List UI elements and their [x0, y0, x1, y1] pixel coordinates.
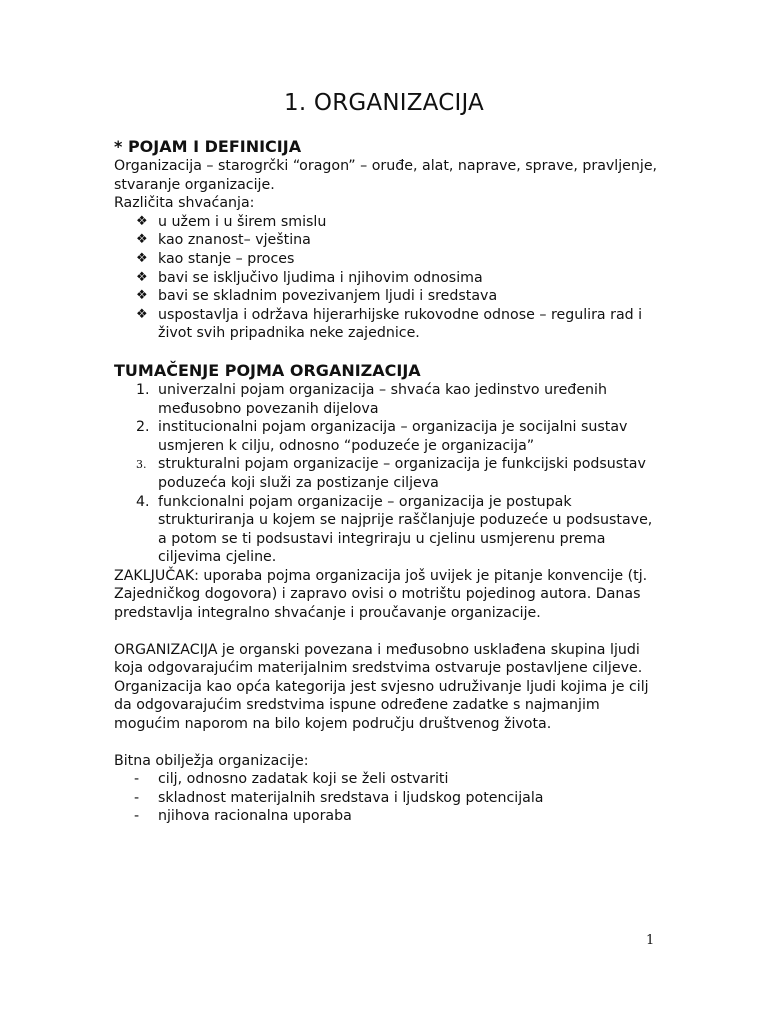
diamond-bullet-icon: ❖	[136, 269, 148, 285]
section-heading-interpretation: TUMAČENJE POJMA ORGANIZACIJA	[114, 360, 421, 380]
list-item: ❖ bavi se skladnim povezivanjem ljudi i sredstava	[136, 288, 498, 305]
diamond-bullet-icon: ❖	[136, 232, 148, 248]
list-item: ❖ u užem i u širem smislu	[136, 213, 327, 230]
list-item: ❖ kao stanje – proces	[136, 250, 295, 267]
conclusion-paragraph: ZAKLJUČAK: uporaba pojma organizacija još uvijek je pitanje konvencije (tj. Zajedničkog dogovora) i zapravo ovisi o motrištu pojedinog autora. Danas predstavlja integralno shvaćanje i proučavanje organizacije.	[114, 567, 648, 622]
features-intro: Bitna obilježja organizacije:	[114, 752, 309, 769]
general-category-paragraph: Organizacija kao opća kategorija jest svjesno udruživanje ljudi kojima je cilj da odgovarajućim sredstvima ispune određene zadatke s najmanjim mogućim naporom na bilo kojem području društvenog života.	[114, 678, 649, 733]
features-list	[114, 770, 659, 826]
section-heading-definition: * POJAM I DEFINICIJA	[114, 137, 302, 156]
understandings-list	[114, 213, 659, 343]
list-item: - skladnost materijalnih sredstava i ljudskog potencijala	[134, 789, 544, 806]
document-body	[114, 137, 659, 826]
diamond-bullet-icon: ❖	[136, 213, 148, 229]
page-number: 1	[646, 933, 655, 948]
diamond-bullet-icon: ❖	[136, 250, 148, 266]
organization-definition-paragraph: ORGANIZACIJA je organski povezana i međusobno usklađena skupina ljudi koja odgovarajućim materijalnim sredstvima ostvaruje postavljene ciljeve.	[114, 641, 643, 677]
diamond-bullet-icon: ❖	[136, 306, 148, 322]
list-item: ❖ uspostavlja i održava hijerarhijske rukovodne odnose – regulira rad i život svih pripadnika neke zajednice.	[136, 306, 643, 342]
list-item: ❖ kao znanost– vještina	[136, 232, 311, 249]
list-item: ❖ bavi se isključivo ljudima i njihovim odnosima	[136, 269, 483, 286]
list-item: - njihova racionalna uporaba	[134, 808, 352, 825]
definition-paragraph: Organizacija – starogrčki “oragon” – oruđe, alat, naprave, sprave, pravljenje, stvaranje organizacije.	[114, 158, 658, 193]
interpretation-list	[114, 381, 659, 567]
list-item: 1. univerzalni pojam organizacija – shvaća kao jedinstvo uređenih međusobno povezanih dijelova	[136, 381, 607, 417]
list-item: 3. strukturalni pojam organizacije – organizacija je funkcijski podsustav poduzeća koji služi za postizanje ciljeva	[136, 456, 646, 491]
list-item: - cilj, odnosno zadatak koji se želi ostvariti	[134, 771, 449, 788]
diamond-bullet-icon: ❖	[136, 288, 148, 304]
list-item: 4. funkcionalni pojam organizacije – organizacija je postupak strukturiranja u kojem se najprije raščlanjuje poduzeće u podsustave, a potom se ti podsustavi integriraju u cjelinu usmjerenu prema ciljevima cjeline.	[136, 493, 653, 566]
document-title: 1. ORGANIZACIJA	[284, 90, 484, 116]
understandings-intro: Različita shvaćanja:	[114, 195, 255, 212]
list-item: 2. institucionalni pojam organizacija – organizacija je socijalni sustav usmjeren k cilju, odnosno “poduzeće je organizacija”	[136, 419, 628, 454]
